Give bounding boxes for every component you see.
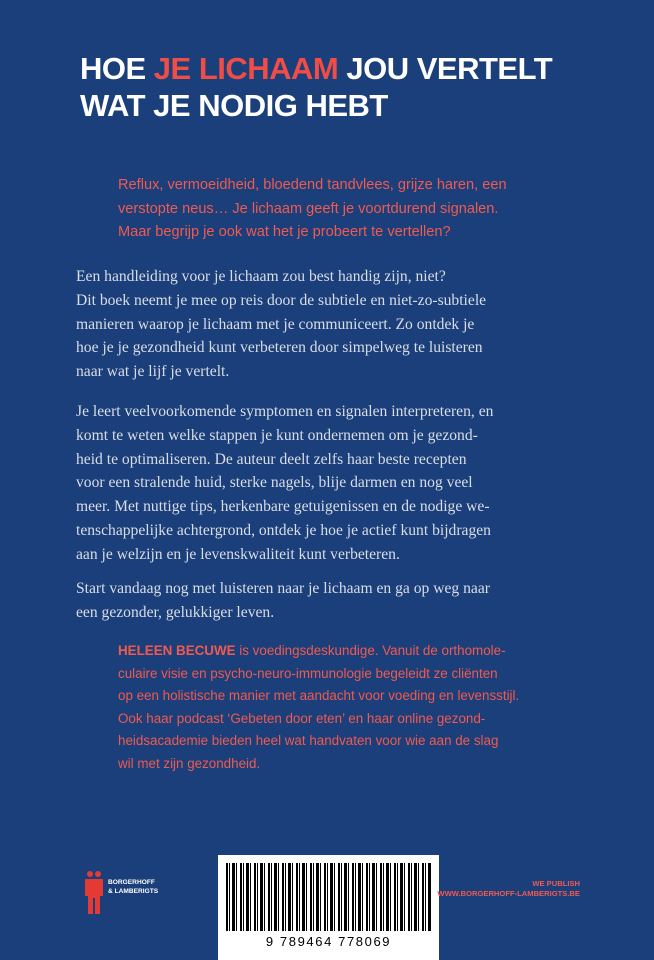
logo-line: BORGERHOFF bbox=[108, 879, 155, 886]
bio-line: heidsacademie bieden heel wat handvaten voor wie aan de slag bbox=[118, 733, 499, 748]
body-paragraph-2 bbox=[76, 400, 604, 567]
publisher-info bbox=[437, 879, 580, 899]
body-paragraph-1 bbox=[76, 265, 604, 384]
publisher-website: WWW.BORGERHOFF-LAMBERIGTS.BE bbox=[437, 889, 580, 898]
publisher-tagline: WE PUBLISH bbox=[532, 879, 580, 888]
body-line: Een handleiding voor je lichaam zou best handig zijn, niet? bbox=[76, 268, 446, 285]
bio-line: Ook haar podcast ‘Gebeten door eten’ en haar online gezond- bbox=[118, 710, 486, 726]
title-line1-start: HOE bbox=[80, 51, 154, 86]
book-title bbox=[80, 50, 552, 124]
body-line: meer. Met nuttige tips, herkenbare getuigenissen en de nodige we- bbox=[76, 498, 490, 516]
body-line: tenschappelijke achtergrond, ontdek je hoe je actief kunt bijdragen bbox=[76, 521, 491, 539]
bio-line: culaire visie en psycho-neuro-immunologie begeleidt ze cliënten bbox=[118, 665, 498, 681]
bio-line: op een holistische manier met aandacht voor voeding en levensstijl. bbox=[118, 688, 520, 703]
body-line: manieren waarop je lichaam met je communiceert. Zo ontdek je bbox=[76, 315, 475, 333]
body-line: naar wat je lijf je vertelt. bbox=[76, 363, 230, 381]
isbn-number: 9 789464 778069 bbox=[265, 934, 392, 949]
publisher-logo-icon bbox=[83, 870, 105, 916]
body-line: Dit boek neemt je mee op reis door de subtiele en niet-zo-subtiele bbox=[76, 291, 487, 309]
body-line: hoe je je gezondheid kunt verbeteren door simpelweg te luisteren bbox=[76, 339, 483, 357]
body-line: komt te weten welke stappen je kunt ondernemen om je gezond- bbox=[76, 426, 478, 444]
body-line: Je leert veelvoorkomende symptomen en signalen interpreteren, en bbox=[76, 403, 494, 420]
barcode-bars bbox=[226, 863, 431, 931]
bio-line: is voedingsdeskundige. Vanuit de orthomole- bbox=[235, 643, 506, 658]
title-accent: JE LICHAAM bbox=[153, 51, 339, 86]
body-line: Start vandaag nog met luisteren naar je lichaam en ga op weg naar bbox=[76, 580, 490, 597]
barcode bbox=[218, 855, 439, 960]
publisher-logo-text bbox=[108, 879, 158, 896]
intro-text bbox=[118, 174, 638, 245]
intro-line: Maar begrijp je ook wat het je probeert te vertellen? bbox=[118, 224, 451, 240]
intro-line: verstopte neus… Je lichaam geeft je voortdurend signalen. bbox=[118, 200, 499, 217]
title-line1-end: JOU VERTELT bbox=[338, 51, 553, 86]
author-bio bbox=[118, 640, 640, 775]
body-line: heid te optimaliseren. De auteur deelt zelfs haar beste recepten bbox=[76, 450, 467, 468]
title-line2: WAT JE NODIG HEBT bbox=[80, 88, 388, 123]
author-name: HELEEN BECUWE bbox=[118, 643, 236, 658]
body-line: een gezonder, gelukkiger leven. bbox=[76, 603, 275, 621]
intro-line: Reflux, vermoeidheid, bloedend tandvlees, grijze haren, een bbox=[118, 177, 507, 193]
logo-line: & LAMBERIGTS bbox=[108, 887, 159, 895]
body-line: voor een stralende huid, sterke nagels, blije darmen en nog veel bbox=[76, 474, 473, 492]
bio-line: wil met zijn gezondheid. bbox=[118, 755, 261, 771]
body-paragraph-3 bbox=[76, 577, 604, 625]
body-line: aan je welzijn en je levenskwaliteit kunt verbeteren. bbox=[76, 545, 400, 563]
